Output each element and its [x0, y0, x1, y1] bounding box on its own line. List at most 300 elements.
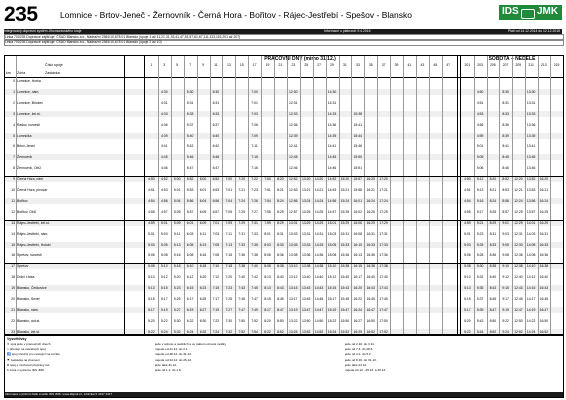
departure-time: 15:29 — [340, 220, 350, 225]
departure-time: 13:57 — [526, 209, 536, 214]
departure-time: 7:23 — [251, 188, 258, 192]
departure-time: 4:59 — [148, 220, 155, 225]
departure-time: 12:52 — [289, 177, 298, 182]
departure-time: 16:40 — [539, 275, 549, 280]
departure-time: 8:08 — [264, 264, 271, 269]
departure-time: 9:08 — [502, 253, 509, 258]
stop-km: 8 — [13, 166, 15, 171]
departure-time: 8:56 — [502, 198, 509, 203]
departure-time: 16:47 — [366, 307, 375, 312]
departure-time: 6:42 — [212, 144, 220, 149]
route-number: 235 — [4, 3, 38, 26]
column-divider — [197, 56, 198, 334]
departure-time: 5:42 — [476, 318, 484, 323]
departure-time: 13:03 — [289, 231, 298, 236]
legend-item: ✕ spoj jede v pracovních dnech — [7, 342, 51, 346]
departure-time: 7:49 — [251, 307, 258, 312]
stop-name: Dolní Lhota — [17, 275, 35, 280]
column-divider — [377, 56, 378, 334]
departure-time: 8:50 — [489, 318, 497, 323]
departure-time: 8:50 — [277, 318, 284, 323]
departure-time: 15:20 — [340, 177, 350, 182]
departure-time: 8:40 — [277, 275, 284, 280]
trip-number: 23 — [291, 63, 296, 67]
departure-time: 5:47 — [186, 166, 194, 171]
departure-time: 16:36 — [366, 253, 375, 258]
legend-item: nejede od 24.12. do 26.12. — [155, 357, 192, 362]
departure-time: 5:35 — [476, 286, 484, 291]
departure-time: 8:31 — [502, 100, 509, 105]
departure-time: 6:30 — [212, 89, 220, 94]
departure-time: 4:51 — [464, 188, 471, 192]
stop-row — [5, 307, 563, 313]
departure-time: 17:50 — [379, 318, 388, 323]
departure-time: 13:52 — [526, 177, 536, 182]
timetable — [4, 55, 564, 335]
legend-item: ♿ spoj vhodný pro cestující na vozíku — [7, 352, 60, 357]
stop-row — [5, 78, 563, 84]
stop-row — [5, 318, 563, 324]
departure-time: 16:25 — [366, 209, 375, 214]
departure-time: 5:22 — [464, 329, 471, 334]
departure-time: 7:51 — [264, 188, 271, 192]
departure-time: 6:22 — [186, 318, 194, 323]
departure-time: 7:25 — [225, 297, 233, 301]
departure-time: 4:59 — [464, 220, 471, 225]
departure-time: 4:41 — [160, 144, 168, 149]
departure-time: 16:08 — [353, 231, 363, 236]
stop-row — [5, 143, 563, 149]
stop-km: 18 — [11, 275, 15, 280]
departure-time: 12:46 — [289, 166, 298, 171]
departure-time: 5:15 — [148, 297, 155, 301]
departure-time: 5:37 — [476, 297, 484, 301]
departure-time: 4:50 — [476, 89, 484, 94]
departure-time: 16:01 — [353, 198, 363, 203]
departure-time: 5:10 — [464, 275, 471, 280]
departure-time: 5:06 — [464, 253, 471, 258]
column-divider — [538, 56, 539, 334]
departure-time: 13:40 — [301, 275, 311, 280]
departure-time: 14:43 — [314, 286, 324, 291]
departure-time: 6:46 — [212, 155, 220, 160]
departure-time: 14:29 — [314, 220, 324, 225]
column-divider — [222, 56, 223, 334]
stop-km: 5 — [13, 133, 15, 138]
stop-row — [5, 165, 563, 171]
departure-time: 12:41 — [289, 144, 298, 149]
departure-time: 16:24 — [353, 307, 363, 312]
departure-time: 5:31 — [186, 100, 194, 105]
departure-time: 7:24 — [238, 198, 245, 203]
trip-number: 213 — [541, 63, 547, 67]
departure-time: 13:21 — [301, 188, 311, 192]
departure-time: 5:22 — [160, 318, 168, 323]
departure-time: 7:30 — [225, 318, 233, 323]
departure-time: 4:51 — [476, 100, 484, 105]
departure-time: 8:38 — [489, 264, 497, 269]
departure-time: 13:12 — [289, 275, 298, 280]
departure-time: 5:11 — [174, 231, 181, 236]
departure-time: 16:29 — [539, 220, 549, 225]
stop-km: 23 — [11, 329, 15, 334]
departure-time: 7:27 — [251, 209, 258, 214]
departure-time: 5:44 — [476, 329, 484, 334]
departure-time: 5:03 — [464, 242, 471, 247]
column-divider — [274, 56, 275, 334]
legend-col-dates — [345, 342, 386, 373]
departure-time: 5:01 — [148, 231, 155, 236]
departure-time: 16:50 — [366, 318, 375, 323]
trip-number: 11 — [214, 63, 218, 67]
departure-time: 5:05 — [476, 155, 484, 160]
trip-number: 201 — [464, 63, 471, 67]
col-stop: Zastávka — [45, 71, 60, 75]
departure-time: 15:19 — [327, 307, 337, 312]
departure-time: 5:33 — [186, 111, 194, 116]
departure-time: 5:21 — [476, 220, 484, 225]
departure-time: 8:13 — [264, 286, 271, 291]
column-divider — [184, 56, 185, 334]
departure-time: 7:08 — [212, 253, 220, 258]
departure-time: 5:32 — [173, 329, 181, 334]
departure-time: 6:56 — [212, 198, 220, 203]
departure-time: 8:53 — [502, 188, 509, 192]
departure-time: 14:45 — [327, 155, 337, 160]
departure-time: 8:57 — [502, 209, 509, 214]
departure-time: 8:43 — [489, 286, 497, 291]
departure-time: 7:59 — [264, 220, 271, 225]
departure-time: 13:33 — [301, 242, 311, 247]
departure-time: 5:13 — [464, 286, 471, 291]
departure-time: 4:54 — [148, 198, 155, 203]
departure-time: 13:10 — [289, 264, 298, 269]
departure-time: 7:54 — [264, 198, 271, 203]
legend-item: jede od 9.10. do 31.10. — [345, 357, 377, 362]
logo-text-right: JMK — [537, 6, 559, 17]
departure-time: 4:36 — [160, 122, 168, 127]
legend-item: jede od 2.10. do 3.11. — [345, 342, 375, 346]
departure-time: 16:33 — [539, 242, 549, 247]
stop-km: 16 — [11, 253, 15, 258]
departure-time: 17:25 — [379, 209, 388, 214]
departure-time: 13:56 — [526, 198, 536, 203]
departure-time: 7:04 — [225, 198, 233, 203]
column-divider — [364, 56, 365, 334]
departure-time: 15:17 — [327, 297, 337, 301]
departure-time: 8:46 — [502, 166, 509, 171]
departure-time: 12:36 — [289, 122, 298, 127]
departure-time: 8:10 — [264, 275, 271, 280]
departure-time: 8:15 — [264, 297, 271, 301]
departure-time: 6:03 — [186, 231, 194, 236]
departure-time: 5:37 — [186, 122, 194, 127]
departure-time: 7:43 — [238, 286, 245, 291]
departure-time: 5:17 — [148, 307, 155, 312]
departure-time: 14:12 — [526, 275, 536, 280]
column-divider — [474, 56, 475, 334]
column-divider — [429, 56, 430, 334]
departure-time: 9:10 — [502, 264, 509, 269]
departure-time: 8:20 — [264, 318, 271, 323]
departure-time: 16:20 — [353, 286, 363, 291]
departure-time: 8:52 — [277, 329, 284, 334]
departure-time: 8:40 — [489, 275, 497, 280]
departure-time: 7:06 — [251, 122, 258, 127]
stop-name: Spešov — [17, 264, 29, 269]
departure-time: 13:31 — [301, 231, 311, 236]
departure-time: 5:22 — [148, 329, 155, 334]
departure-time: 4:53 — [476, 111, 484, 116]
stop-name: Blansko, Sever — [17, 297, 40, 301]
departure-time: 6:37 — [212, 122, 220, 127]
departure-time: 9:01 — [502, 220, 509, 225]
departure-time: 14:38 — [314, 264, 324, 269]
departure-time: 7:01 — [251, 100, 258, 105]
departure-time: 17:45 — [379, 297, 388, 301]
departure-time: 8:21 — [277, 188, 284, 192]
departure-time: 5:19 — [160, 307, 168, 312]
stop-km: 10 — [11, 188, 15, 192]
departure-time: 5:05 — [160, 242, 168, 247]
departure-time: 7:23 — [225, 286, 233, 291]
departure-time: 16:27 — [353, 318, 363, 323]
departure-time: 9:05 — [502, 242, 509, 247]
column-divider — [124, 56, 125, 334]
departure-time: 6:57 — [212, 209, 220, 214]
departure-time: 7:40 — [251, 264, 258, 269]
departure-time: 7:47 — [251, 297, 258, 301]
stop-name: Rájec-Jestřebí, žel.st. — [17, 220, 50, 225]
departure-time: 6:16 — [199, 253, 207, 258]
trip-number: 39 — [394, 63, 399, 67]
departure-time: 4:45 — [160, 155, 168, 160]
stop-name: Bořitov — [17, 198, 28, 203]
departure-time: 5:00 — [173, 177, 181, 182]
departure-time: 7:38 — [238, 264, 245, 269]
departure-time: 6:00 — [199, 177, 207, 182]
departure-time: 7:42 — [251, 275, 258, 280]
departure-time: 8:29 — [489, 220, 497, 225]
departure-time: 5:13 — [148, 286, 155, 291]
stop-name: Blansko, nám. — [17, 307, 39, 312]
departure-time: 4:50 — [464, 177, 471, 182]
departure-time: 7:01 — [225, 188, 233, 192]
departure-time: 15:47 — [340, 307, 350, 312]
departure-time: 9:24 — [502, 329, 509, 334]
departure-time: 5:01 — [160, 220, 168, 225]
departure-time: 13:43 — [301, 286, 311, 291]
departure-time: 6:19 — [186, 307, 194, 312]
stop-row — [5, 209, 563, 215]
departure-time: 13:50 — [301, 318, 311, 323]
departure-time: 8:47 — [277, 307, 284, 312]
departure-time: 8:43 — [277, 286, 284, 291]
departure-time: 7:15 — [212, 286, 220, 291]
departure-time: 14:15 — [526, 286, 536, 291]
col-km: km — [6, 71, 11, 75]
departure-time: 14:47 — [314, 307, 324, 312]
departure-time: 5:13 — [173, 242, 181, 247]
departure-time: 6:17 — [186, 297, 194, 301]
departure-time: 9:03 — [502, 231, 509, 236]
departure-time: 8:52 — [502, 177, 509, 182]
departure-time: 14:17 — [526, 297, 536, 301]
departure-time: 14:52 — [314, 329, 324, 334]
column-divider — [248, 56, 249, 334]
departure-time: 15:01 — [327, 220, 337, 225]
departure-time: 6:05 — [186, 242, 194, 247]
departure-time: 14:19 — [526, 307, 536, 312]
departure-time: 8:21 — [489, 188, 497, 192]
departure-time: 7:50 — [264, 177, 271, 182]
departure-time: 16:47 — [539, 307, 549, 312]
departure-time: 16:06 — [353, 220, 363, 225]
departure-time: 12:53 — [289, 188, 298, 192]
departure-time: 13:36 — [301, 253, 311, 258]
departure-time: 15:52 — [340, 329, 350, 334]
column-divider — [390, 56, 391, 334]
departure-time: 13:30 — [526, 89, 536, 94]
departure-time: 4:30 — [160, 89, 168, 94]
departure-time: 5:08 — [160, 253, 168, 258]
departure-time: 13:05 — [289, 242, 298, 247]
departure-time: 7:00 — [251, 89, 258, 94]
departure-time: 7:55 — [264, 209, 271, 214]
bus-icon — [521, 9, 535, 19]
departure-time: 13:33 — [526, 111, 536, 116]
departure-time: 6:40 — [212, 133, 220, 138]
departure-time: 15:33 — [340, 242, 350, 247]
departure-time: 16:40 — [366, 275, 375, 280]
departure-time: 14:10 — [526, 264, 536, 269]
departure-time: 4:31 — [160, 100, 168, 105]
legend-item: R spoj s možností přepravy kol — [7, 362, 50, 367]
operator-line-1: Linka 700235 Dopravce zajišťuje: ČSAD Blansko a.s., Nádražní 2384/10,678 01 Blansko (spoje 1 až 11,21,31,33,41,47,51,57,61,67,111,113,115,201 až 207) — [4, 34, 564, 41]
departure-time: 7:54 — [251, 329, 258, 334]
departure-time: 9:22 — [502, 318, 509, 323]
stop-name: Lomnice, Horka — [17, 79, 41, 83]
trip-number: 203 — [477, 63, 483, 67]
legend-item: jede v sobotu a nedělích a ve státem uznané svátky — [155, 342, 227, 346]
stop-km: 9 — [13, 177, 15, 182]
departure-time: 8:45 — [277, 297, 284, 301]
departure-time: 14:20 — [314, 177, 324, 182]
departure-time: 12:50 — [514, 318, 523, 323]
departure-time: 5:42 — [186, 144, 194, 149]
departure-time: 16:50 — [539, 318, 549, 323]
departure-time: 7:16 — [225, 253, 233, 258]
departure-time: 5:30 — [476, 264, 484, 269]
trip-number: 25 — [304, 63, 309, 67]
departure-time: 5:01 — [476, 144, 484, 149]
trip-number: 209 — [515, 63, 522, 67]
trip-number: 19 — [265, 63, 270, 67]
departure-time: 5:13 — [476, 188, 484, 192]
departure-time: 4:55 — [148, 209, 155, 214]
departure-time: 12:31 — [514, 231, 523, 236]
departure-time: 5:01 — [173, 188, 181, 192]
stop-km: 1 — [13, 89, 15, 94]
departure-time: 17:29 — [379, 220, 388, 225]
weekend-label: SOBOTA + NEDĚLE — [488, 56, 536, 62]
departure-time: 16:10 — [353, 242, 363, 247]
stop-name: Bořitov, ObÚ — [17, 209, 37, 214]
departure-time: 17:21 — [379, 188, 388, 192]
legend-item: nejede od 28.12. do 31.12. — [155, 352, 192, 357]
departure-time: 12:33 — [289, 111, 298, 116]
departure-time: 7:22 — [212, 318, 220, 323]
departure-time: 16:33 — [366, 242, 375, 247]
departure-time: 13:39 — [526, 133, 536, 138]
row-group-divider — [5, 176, 563, 177]
departure-time: 6:01 — [199, 188, 207, 192]
departure-time: 13:45 — [526, 155, 536, 160]
stop-name: Brtov-Jeneč — [17, 144, 36, 149]
departure-time: 7:40 — [238, 275, 245, 280]
departure-time: 8:31 — [489, 231, 497, 236]
stop-name: Rájec-Jestřebí, Holubí — [17, 242, 51, 247]
row-group-divider — [5, 263, 563, 264]
stop-name: Blansko, žel.st. — [17, 329, 40, 334]
departure-time: 13:47 — [301, 307, 311, 312]
departure-time: 5:01 — [464, 231, 471, 236]
departure-time: 12:33 — [514, 242, 523, 247]
departure-time: 16:15 — [353, 264, 363, 269]
departure-time: 5:56 — [186, 198, 194, 203]
departure-time: 8:45 — [502, 155, 509, 160]
trip-number: 43 — [420, 63, 425, 67]
ids-jmk-logo — [499, 5, 562, 20]
trip-number: 15 — [239, 63, 244, 67]
departure-time: 5:20 — [173, 275, 181, 280]
departure-time: 17:40 — [379, 275, 388, 280]
legend-item: jede také 31.12. — [155, 362, 178, 367]
departure-time: 16:22 — [353, 297, 363, 301]
departure-time: 8:41 — [502, 144, 509, 149]
departure-time: 6:32 — [199, 329, 207, 334]
departure-time: 16:20 — [366, 177, 375, 182]
stop-km: 14 — [11, 231, 15, 236]
trip-number: 37 — [381, 63, 386, 67]
departure-time: 9:12 — [502, 275, 509, 280]
departure-time: 7:29 — [238, 220, 245, 225]
departure-time: 16:21 — [539, 188, 549, 192]
departure-time: 8:39 — [502, 133, 509, 138]
trip-number: 27 — [317, 63, 322, 67]
departure-time: 12:21 — [514, 188, 523, 192]
departure-time: 7:15 — [251, 155, 258, 160]
stop-km: 20 — [11, 297, 15, 301]
departure-time: 8:17 — [264, 307, 271, 312]
trip-number: 21 — [278, 63, 283, 67]
departure-time: 14:36 — [327, 122, 337, 127]
departure-time: 14:33 — [314, 242, 324, 247]
departure-time: 8:33 — [502, 111, 509, 116]
departure-time: 14:25 — [314, 209, 324, 214]
stop-row — [5, 100, 563, 106]
departure-time: 7:38 — [251, 253, 258, 258]
stop-km: 4 — [13, 122, 15, 127]
departure-time: 7:31 — [251, 220, 258, 225]
departure-time: 6:20 — [199, 275, 207, 280]
legend-item: ⌂ přestup na navazující spoj — [7, 347, 46, 352]
departure-time: 14:21 — [314, 188, 324, 192]
departure-time: 5:05 — [173, 209, 181, 214]
departure-time: 8:01 — [264, 231, 271, 236]
departure-time: 12:56 — [289, 198, 298, 203]
departure-time: 12:38 — [514, 264, 523, 269]
